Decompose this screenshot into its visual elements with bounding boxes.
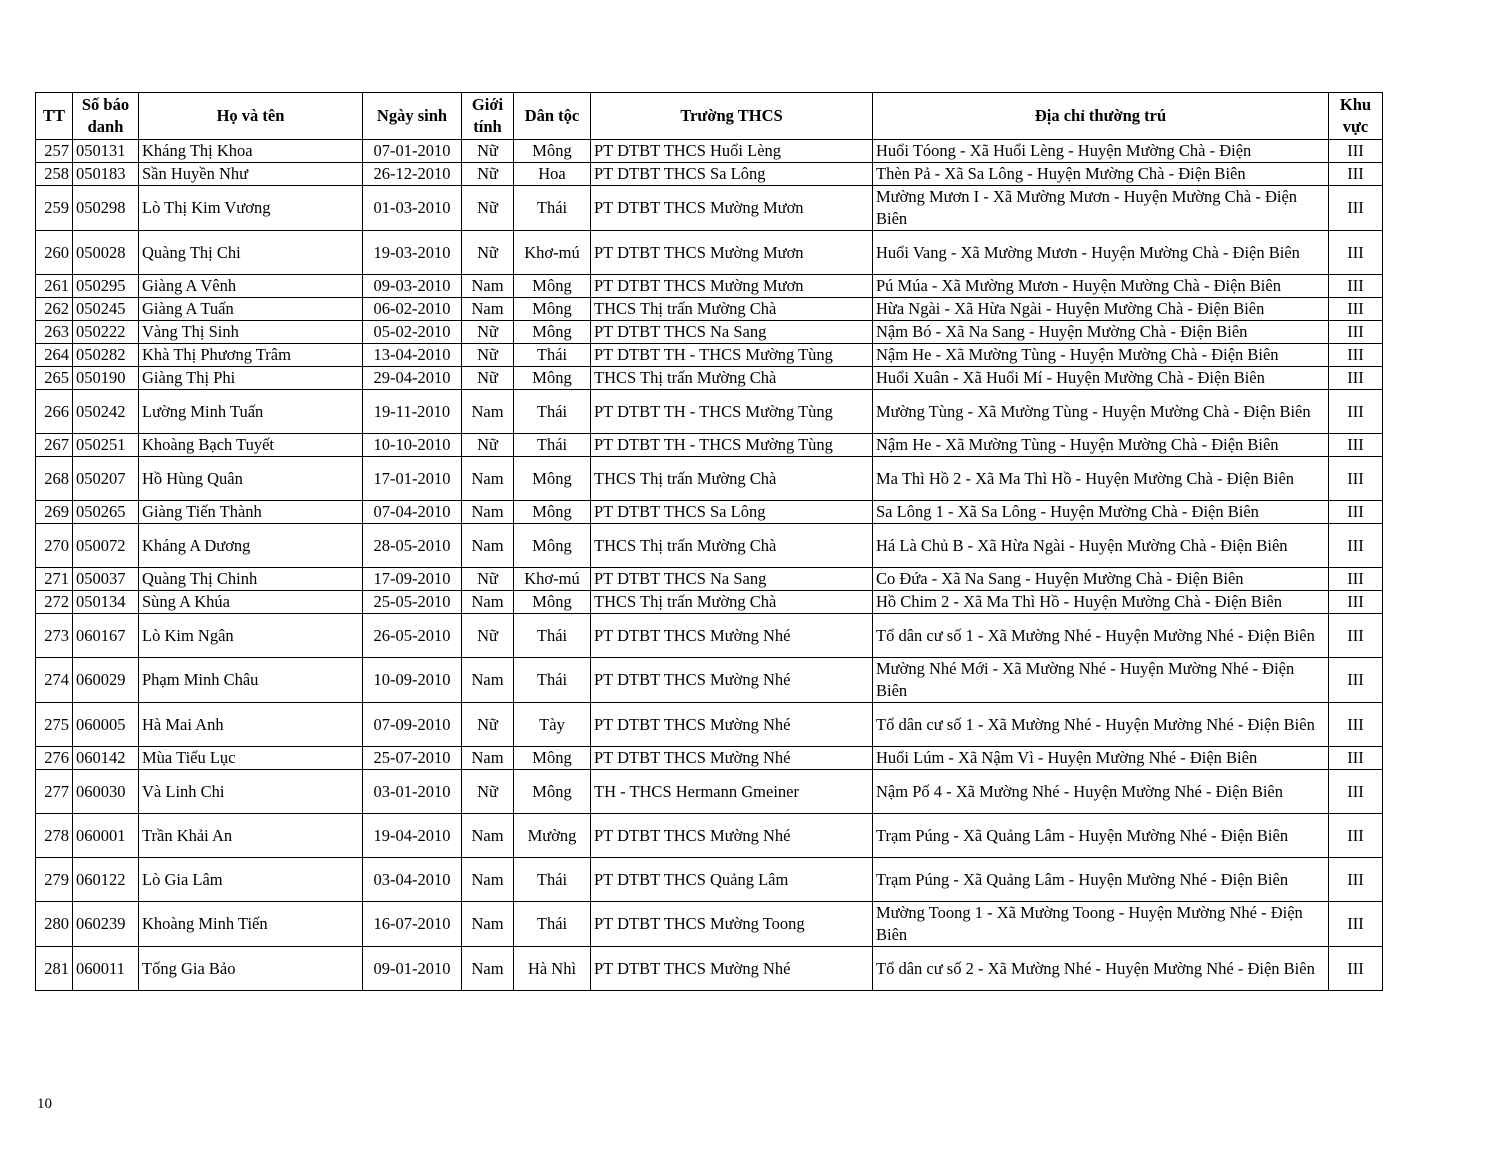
table-row	[36, 140, 1383, 163]
cell-gender: Nam	[462, 501, 514, 524]
cell-address: Há Là Chủ B - Xã Hừa Ngài - Huyện Mường Chà - Điện Biên	[873, 524, 1329, 568]
cell-gender: Nữ	[462, 321, 514, 344]
cell-region: III	[1329, 614, 1383, 658]
cell-school: PT DTBT THCS Mường Nhé	[591, 658, 873, 703]
cell-dob: 07-01-2010	[363, 140, 462, 163]
cell-gender: Nam	[462, 275, 514, 298]
cell-dob: 29-04-2010	[363, 367, 462, 390]
cell-region: III	[1329, 457, 1383, 501]
cell-school: PT DTBT THCS Sa Lông	[591, 501, 873, 524]
cell-address: Tổ dân cư số 1 - Xã Mường Nhé - Huyện Mường Nhé - Điện Biên	[873, 614, 1329, 658]
cell-name: Hồ Hùng Quân	[139, 457, 363, 501]
cell-dob: 01-03-2010	[363, 186, 462, 231]
cell-dob: 10-09-2010	[363, 658, 462, 703]
cell-address: Nậm Pố 4 - Xã Mường Nhé - Huyện Mường Nhé - Điện Biên	[873, 770, 1329, 814]
cell-region: III	[1329, 703, 1383, 747]
cell-dob: 07-09-2010	[363, 703, 462, 747]
table-row	[36, 390, 1383, 434]
cell-school: THCS Thị trấn Mường Chà	[591, 298, 873, 321]
cell-dob: 03-01-2010	[363, 770, 462, 814]
cell-name: Hà Mai Anh	[139, 703, 363, 747]
table-row	[36, 344, 1383, 367]
cell-ethnic: Tày	[514, 703, 591, 747]
table-row	[36, 501, 1383, 524]
cell-sbd: 050190	[73, 367, 139, 390]
cell-school: PT DTBT THCS Mường Mươn	[591, 275, 873, 298]
cell-gender: Nữ	[462, 367, 514, 390]
cell-name: Tống Gia Bảo	[139, 947, 363, 991]
cell-gender: Nữ	[462, 703, 514, 747]
cell-tt: 278	[36, 814, 73, 858]
cell-gender: Nữ	[462, 231, 514, 275]
cell-sbd: 050251	[73, 434, 139, 457]
table-row	[36, 658, 1383, 703]
cell-school: PT DTBT THCS Mường Mươn	[591, 186, 873, 231]
cell-tt: 257	[36, 140, 73, 163]
cell-name: Phạm Minh Châu	[139, 658, 363, 703]
cell-tt: 271	[36, 568, 73, 591]
cell-school: PT DTBT THCS Mường Nhé	[591, 947, 873, 991]
cell-address: Huổi Tóong - Xã Huổi Lèng - Huyện Mường Chà - Điện	[873, 140, 1329, 163]
cell-dob: 25-07-2010	[363, 747, 462, 770]
cell-dob: 19-03-2010	[363, 231, 462, 275]
header-dob: Ngày sinh	[363, 93, 462, 140]
cell-tt: 266	[36, 390, 73, 434]
header-region: Khu vực	[1329, 93, 1383, 140]
cell-sbd: 050028	[73, 231, 139, 275]
cell-address: Mường Mươn I - Xã Mường Mươn - Huyện Mường Chà - Điện Biên	[873, 186, 1329, 231]
cell-region: III	[1329, 163, 1383, 186]
cell-tt: 261	[36, 275, 73, 298]
cell-dob: 17-01-2010	[363, 457, 462, 501]
cell-gender: Nữ	[462, 344, 514, 367]
cell-tt: 258	[36, 163, 73, 186]
cell-name: Vàng Thị Sinh	[139, 321, 363, 344]
table-row	[36, 858, 1383, 902]
cell-ethnic: Mông	[514, 298, 591, 321]
cell-region: III	[1329, 231, 1383, 275]
cell-tt: 262	[36, 298, 73, 321]
cell-address: Huổi Vang - Xã Mường Mươn - Huyện Mường Chà - Điện Biên	[873, 231, 1329, 275]
cell-region: III	[1329, 434, 1383, 457]
cell-address: Pú Múa - Xã Mường Mươn - Huyện Mường Chà - Điện Biên	[873, 275, 1329, 298]
cell-ethnic: Mông	[514, 524, 591, 568]
table-row	[36, 747, 1383, 770]
cell-region: III	[1329, 344, 1383, 367]
cell-gender: Nữ	[462, 568, 514, 591]
cell-address: Sa Lông 1 - Xã Sa Lông - Huyện Mường Chà - Điện Biên	[873, 501, 1329, 524]
cell-school: PT DTBT THCS Mường Nhé	[591, 703, 873, 747]
table-row	[36, 524, 1383, 568]
cell-tt: 281	[36, 947, 73, 991]
cell-tt: 264	[36, 344, 73, 367]
cell-sbd: 050298	[73, 186, 139, 231]
cell-ethnic: Mông	[514, 367, 591, 390]
cell-gender: Nam	[462, 814, 514, 858]
cell-sbd: 050183	[73, 163, 139, 186]
cell-dob: 03-04-2010	[363, 858, 462, 902]
cell-name: Giàng Thị Phi	[139, 367, 363, 390]
cell-region: III	[1329, 947, 1383, 991]
cell-gender: Nam	[462, 524, 514, 568]
header-school: Trường THCS	[591, 93, 873, 140]
cell-name: Lò Kim Ngân	[139, 614, 363, 658]
cell-gender: Nam	[462, 390, 514, 434]
table-row	[36, 321, 1383, 344]
cell-tt: 270	[36, 524, 73, 568]
cell-dob: 13-04-2010	[363, 344, 462, 367]
cell-region: III	[1329, 568, 1383, 591]
cell-school: PT DTBT THCS Mường Nhé	[591, 614, 873, 658]
header-address: Địa chỉ thường trú	[873, 93, 1329, 140]
cell-tt: 275	[36, 703, 73, 747]
cell-gender: Nam	[462, 902, 514, 947]
page-number: 10	[37, 1096, 52, 1112]
cell-region: III	[1329, 501, 1383, 524]
cell-gender: Nữ	[462, 614, 514, 658]
cell-name: Kháng Thị Khoa	[139, 140, 363, 163]
cell-dob: 05-02-2010	[363, 321, 462, 344]
table-row	[36, 275, 1383, 298]
cell-dob: 07-04-2010	[363, 501, 462, 524]
cell-name: Khà Thị Phương Trâm	[139, 344, 363, 367]
cell-name: Giàng A Vênh	[139, 275, 363, 298]
table-row	[36, 163, 1383, 186]
cell-ethnic: Khơ-mú	[514, 231, 591, 275]
cell-gender: Nam	[462, 457, 514, 501]
cell-school: THCS Thị trấn Mường Chà	[591, 457, 873, 501]
cell-school: PT DTBT THCS Huổi Lèng	[591, 140, 873, 163]
cell-region: III	[1329, 770, 1383, 814]
cell-dob: 26-12-2010	[363, 163, 462, 186]
cell-address: Hồ Chim 2 - Xã Ma Thì Hồ - Huyện Mường Chà - Điện Biên	[873, 591, 1329, 614]
cell-tt: 260	[36, 231, 73, 275]
table-row	[36, 367, 1383, 390]
cell-address: Trạm Púng - Xã Quảng Lâm - Huyện Mường Nhé - Điện Biên	[873, 814, 1329, 858]
cell-ethnic: Mông	[514, 140, 591, 163]
cell-region: III	[1329, 321, 1383, 344]
cell-region: III	[1329, 902, 1383, 947]
table-row	[36, 186, 1383, 231]
cell-name: Quàng Thị Chi	[139, 231, 363, 275]
cell-name: Kháng A Dương	[139, 524, 363, 568]
cell-sbd: 050295	[73, 275, 139, 298]
cell-name: Sùng A Khúa	[139, 591, 363, 614]
cell-school: THCS Thị trấn Mường Chà	[591, 367, 873, 390]
cell-gender: Nam	[462, 858, 514, 902]
cell-name: Khoàng Bạch Tuyết	[139, 434, 363, 457]
cell-dob: 06-02-2010	[363, 298, 462, 321]
cell-tt: 276	[36, 747, 73, 770]
cell-sbd: 060011	[73, 947, 139, 991]
table-row	[36, 434, 1383, 457]
cell-region: III	[1329, 814, 1383, 858]
cell-region: III	[1329, 747, 1383, 770]
cell-dob: 16-07-2010	[363, 902, 462, 947]
cell-ethnic: Mông	[514, 275, 591, 298]
cell-address: Hừa Ngài - Xã Hừa Ngài - Huyện Mường Chà - Điện Biên	[873, 298, 1329, 321]
cell-sbd: 050134	[73, 591, 139, 614]
cell-sbd: 060001	[73, 814, 139, 858]
cell-school: THCS Thị trấn Mường Chà	[591, 591, 873, 614]
cell-address: Co Đứa - Xã Na Sang - Huyện Mường Chà - Điện Biên	[873, 568, 1329, 591]
cell-ethnic: Thái	[514, 858, 591, 902]
cell-tt: 267	[36, 434, 73, 457]
cell-name: Lò Thị Kim Vương	[139, 186, 363, 231]
cell-school: PT DTBT THCS Mường Toong	[591, 902, 873, 947]
cell-school: PT DTBT THCS Mường Nhé	[591, 814, 873, 858]
table-header-row	[36, 93, 1383, 140]
cell-gender: Nam	[462, 947, 514, 991]
cell-dob: 26-05-2010	[363, 614, 462, 658]
cell-sbd: 060122	[73, 858, 139, 902]
cell-name: Quàng Thị Chinh	[139, 568, 363, 591]
cell-sbd: 050265	[73, 501, 139, 524]
cell-region: III	[1329, 275, 1383, 298]
cell-school: PT DTBT TH - THCS Mường Tùng	[591, 344, 873, 367]
cell-address: Ma Thì Hồ 2 - Xã Ma Thì Hồ - Huyện Mường Chà - Điện Biên	[873, 457, 1329, 501]
cell-name: Giàng Tiến Thành	[139, 501, 363, 524]
header-ethnic: Dân tộc	[514, 93, 591, 140]
cell-tt: 269	[36, 501, 73, 524]
cell-address: Huổi Lúm - Xã Nậm Vì - Huyện Mường Nhé - Điện Biên	[873, 747, 1329, 770]
cell-ethnic: Mông	[514, 321, 591, 344]
table-row	[36, 457, 1383, 501]
cell-name: Sần Huyền Như	[139, 163, 363, 186]
cell-tt: 277	[36, 770, 73, 814]
cell-dob: 25-05-2010	[363, 591, 462, 614]
table-row	[36, 231, 1383, 275]
cell-tt: 280	[36, 902, 73, 947]
cell-school: PT DTBT THCS Mường Nhé	[591, 747, 873, 770]
cell-tt: 274	[36, 658, 73, 703]
cell-address: Tổ dân cư số 1 - Xã Mường Nhé - Huyện Mường Nhé - Điện Biên	[873, 703, 1329, 747]
header-name: Họ và tên	[139, 93, 363, 140]
cell-address: Nậm He - Xã Mường Tùng - Huyện Mường Chà - Điện Biên	[873, 344, 1329, 367]
cell-ethnic: Thái	[514, 186, 591, 231]
cell-sbd: 060239	[73, 902, 139, 947]
table-row	[36, 703, 1383, 747]
table-row	[36, 298, 1383, 321]
cell-sbd: 050072	[73, 524, 139, 568]
cell-region: III	[1329, 367, 1383, 390]
table-row	[36, 770, 1383, 814]
cell-gender: Nữ	[462, 770, 514, 814]
cell-address: Mường Toong 1 - Xã Mường Toong - Huyện Mường Nhé - Điện Biên	[873, 902, 1329, 947]
cell-region: III	[1329, 140, 1383, 163]
cell-ethnic: Mông	[514, 457, 591, 501]
table-row	[36, 947, 1383, 991]
cell-address: Mường Nhé Mới - Xã Mường Nhé - Huyện Mường Nhé - Điện Biên	[873, 658, 1329, 703]
cell-address: Trạm Púng - Xã Quảng Lâm - Huyện Mường Nhé - Điện Biên	[873, 858, 1329, 902]
cell-name: Khoàng Minh Tiến	[139, 902, 363, 947]
cell-gender: Nữ	[462, 186, 514, 231]
cell-ethnic: Mông	[514, 501, 591, 524]
cell-ethnic: Mông	[514, 591, 591, 614]
cell-dob: 19-04-2010	[363, 814, 462, 858]
cell-gender: Nam	[462, 298, 514, 321]
cell-tt: 272	[36, 591, 73, 614]
cell-gender: Nữ	[462, 163, 514, 186]
cell-sbd: 050282	[73, 344, 139, 367]
cell-name: Và Linh Chi	[139, 770, 363, 814]
cell-school: TH - THCS Hermann Gmeiner	[591, 770, 873, 814]
cell-sbd: 050131	[73, 140, 139, 163]
cell-region: III	[1329, 591, 1383, 614]
cell-ethnic: Thái	[514, 614, 591, 658]
cell-name: Lường Minh Tuấn	[139, 390, 363, 434]
cell-school: PT DTBT TH - THCS Mường Tùng	[591, 390, 873, 434]
cell-dob: 17-09-2010	[363, 568, 462, 591]
table-row	[36, 614, 1383, 658]
cell-region: III	[1329, 858, 1383, 902]
table-row	[36, 814, 1383, 858]
cell-ethnic: Thái	[514, 434, 591, 457]
cell-address: Nậm He - Xã Mường Tùng - Huyện Mường Chà - Điện Biên	[873, 434, 1329, 457]
cell-school: THCS Thị trấn Mường Chà	[591, 524, 873, 568]
table-row	[36, 902, 1383, 947]
cell-ethnic: Hà Nhì	[514, 947, 591, 991]
cell-sbd: 060142	[73, 747, 139, 770]
cell-school: PT DTBT THCS Na Sang	[591, 321, 873, 344]
cell-name: Lò Gia Lâm	[139, 858, 363, 902]
cell-ethnic: Mường	[514, 814, 591, 858]
table-body	[36, 140, 1383, 991]
cell-tt: 265	[36, 367, 73, 390]
header-sbd: Số báo danh	[73, 93, 139, 140]
cell-sbd: 060167	[73, 614, 139, 658]
cell-school: PT DTBT THCS Mường Mươn	[591, 231, 873, 275]
cell-ethnic: Thái	[514, 344, 591, 367]
cell-tt: 259	[36, 186, 73, 231]
cell-address: Mường Tùng - Xã Mường Tùng - Huyện Mường Chà - Điện Biên	[873, 390, 1329, 434]
cell-sbd: 050222	[73, 321, 139, 344]
cell-dob: 10-10-2010	[363, 434, 462, 457]
cell-sbd: 060005	[73, 703, 139, 747]
cell-region: III	[1329, 298, 1383, 321]
cell-address: Huổi Xuân - Xã Huổi Mí - Huyện Mường Chà - Điện Biên	[873, 367, 1329, 390]
cell-gender: Nam	[462, 658, 514, 703]
cell-sbd: 050037	[73, 568, 139, 591]
cell-dob: 09-01-2010	[363, 947, 462, 991]
cell-tt: 263	[36, 321, 73, 344]
cell-address: Thèn Pả - Xã Sa Lông - Huyện Mường Chà - Điện Biên	[873, 163, 1329, 186]
cell-address: Nậm Bó - Xã Na Sang - Huyện Mường Chà - Điện Biên	[873, 321, 1329, 344]
student-roster-table	[35, 92, 1383, 991]
cell-school: PT DTBT THCS Sa Lông	[591, 163, 873, 186]
cell-gender: Nữ	[462, 434, 514, 457]
cell-region: III	[1329, 658, 1383, 703]
cell-sbd: 060029	[73, 658, 139, 703]
cell-ethnic: Mông	[514, 770, 591, 814]
cell-region: III	[1329, 524, 1383, 568]
header-gender: Giới tính	[462, 93, 514, 140]
cell-ethnic: Thái	[514, 902, 591, 947]
cell-sbd: 050245	[73, 298, 139, 321]
cell-school: PT DTBT THCS Na Sang	[591, 568, 873, 591]
cell-school: PT DTBT THCS Quảng Lâm	[591, 858, 873, 902]
cell-gender: Nữ	[462, 140, 514, 163]
cell-gender: Nam	[462, 591, 514, 614]
cell-dob: 28-05-2010	[363, 524, 462, 568]
cell-gender: Nam	[462, 747, 514, 770]
header-tt: TT	[36, 93, 73, 140]
cell-ethnic: Mông	[514, 747, 591, 770]
cell-ethnic: Thái	[514, 658, 591, 703]
cell-region: III	[1329, 390, 1383, 434]
cell-tt: 268	[36, 457, 73, 501]
cell-dob: 09-03-2010	[363, 275, 462, 298]
cell-ethnic: Hoa	[514, 163, 591, 186]
table-row	[36, 591, 1383, 614]
cell-sbd: 060030	[73, 770, 139, 814]
cell-name: Trần Khải An	[139, 814, 363, 858]
cell-tt: 279	[36, 858, 73, 902]
cell-sbd: 050242	[73, 390, 139, 434]
cell-address: Tổ dân cư số 2 - Xã Mường Nhé - Huyện Mường Nhé - Điện Biên	[873, 947, 1329, 991]
cell-sbd: 050207	[73, 457, 139, 501]
cell-region: III	[1329, 186, 1383, 231]
cell-ethnic: Thái	[514, 390, 591, 434]
cell-dob: 19-11-2010	[363, 390, 462, 434]
cell-ethnic: Khơ-mú	[514, 568, 591, 591]
cell-school: PT DTBT TH - THCS Mường Tùng	[591, 434, 873, 457]
cell-name: Giàng A Tuấn	[139, 298, 363, 321]
cell-name: Mùa Tiểu Lục	[139, 747, 363, 770]
table-row	[36, 568, 1383, 591]
cell-tt: 273	[36, 614, 73, 658]
